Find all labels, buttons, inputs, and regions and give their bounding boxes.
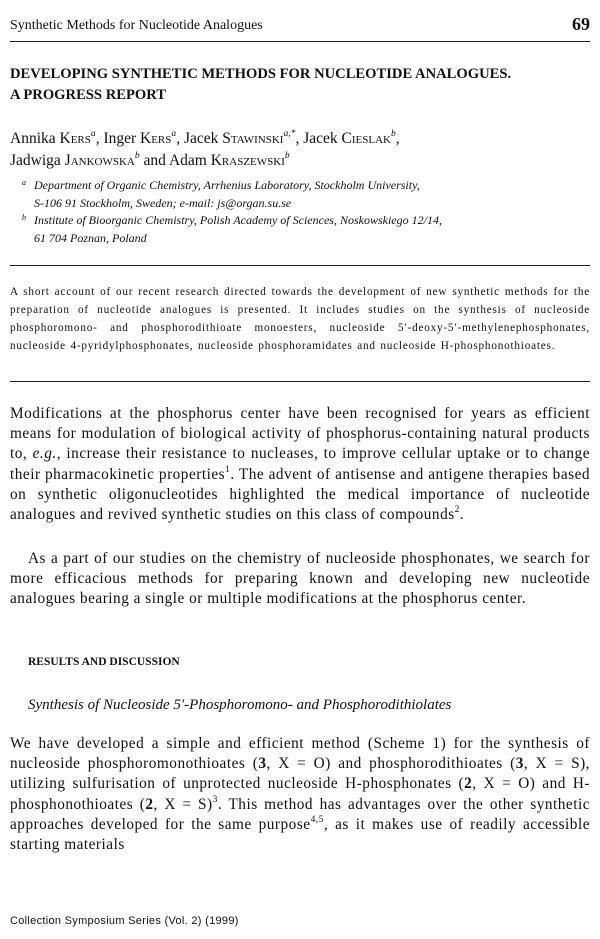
citation-ref: 4,5 — [310, 814, 324, 825]
text-run: , X = S), utilizing sulfurisation of unprotected nucleoside H-phosphonates ( — [10, 755, 591, 793]
abstract-top-rule — [10, 265, 590, 266]
abstract-bottom-rule — [10, 381, 590, 382]
citation-ref: 1 — [225, 464, 231, 475]
body-paragraph-2: As a part of our studies on the chemistry of nucleoside phosphonates, we search for more efficacious methods for preparing known and developing new nucleotide analogues bearing a single or multiple modifications at the phosphorus center. — [10, 550, 590, 608]
title-line-1: DEVELOPING SYNTHETIC METHODS FOR NUCLEOTIDE ANALOGUES. — [10, 66, 512, 82]
author-family: Kers — [140, 130, 172, 147]
body-paragraph-3 — [10, 734, 590, 855]
author-joiner: and — [143, 152, 166, 169]
article-title — [10, 64, 590, 106]
compound-number: 2 — [464, 775, 473, 793]
affiliation-mark: b — [22, 213, 26, 222]
affiliation-mark: a — [22, 178, 26, 187]
title-line-2: A PROGRESS REPORT — [10, 87, 166, 103]
text-run: Modifications at the phosphorus center have been recognised for years as efficient means for modulation of biological activity of phosphorus-containing natural products to, — [10, 405, 590, 463]
citation-ref: 2 — [454, 504, 460, 515]
page-footer: Collection Symposium Series (Vol. 2) (1999) — [10, 915, 239, 927]
author-given: Jacek — [183, 130, 219, 147]
compound-number: 3 — [258, 755, 267, 773]
author-family: Kers — [59, 130, 91, 147]
text-run: , as it makes use of readily accessible starting materials — [10, 815, 590, 854]
text-run: . This method has advantages over the other synthetic approaches developed for the same purpose — [10, 795, 591, 833]
affiliation-line: S-106 91 Stockholm, Sweden; e-mail: js@organ.su.se — [34, 196, 292, 210]
text-run: , X = O) and phosphorodithioates ( — [266, 755, 516, 773]
author-family: Jankowska — [64, 152, 135, 169]
subsection-heading: Synthesis of Nucleoside 5′-Phosphoromono- and Phosphorodithiolates — [28, 697, 452, 713]
author-affiliation-mark: b — [390, 127, 396, 139]
author-family: Cieslak — [341, 130, 391, 147]
text-run: . — [459, 506, 465, 524]
text-run: , X = O) and H-phosphonothioates ( — [10, 775, 590, 813]
author-affiliation-mark: a,* — [283, 127, 296, 139]
running-head — [10, 14, 590, 40]
body-paragraph-1 — [10, 404, 590, 525]
author-given: Annika — [10, 130, 56, 147]
compound-number: 2 — [145, 795, 154, 813]
text-run: , X = S) — [153, 795, 213, 813]
author-given: Adam — [168, 152, 207, 169]
page-number: 69 — [572, 14, 590, 34]
text-run: . The advent of antisense and antigene therapies based on synthetic oligonucleotides highlighted the medical importance of nucleotide analogues and revived synthetic studies on this class of compounds — [10, 465, 591, 524]
author-given: Inger — [103, 130, 137, 147]
text-run: , increase their resistance to nucleases, to improve cellular uptake or to change their pharmacokinetic properties — [10, 445, 590, 483]
text-run: We have developed a simple and efficient method (Scheme 1) for the synthesis of nucleoside phosphoromonothioates ( — [10, 735, 590, 773]
affiliation-a — [22, 176, 582, 212]
author-given: Jadwiga — [10, 152, 61, 169]
text-run-italic: e.g. — [32, 445, 57, 463]
affiliation-b — [22, 211, 582, 247]
author-family: Kraszewski — [210, 152, 285, 169]
header-rule — [10, 41, 590, 42]
author-affiliation-mark: a — [171, 127, 177, 139]
affiliation-line: 61 704 Poznan, Poland — [34, 231, 147, 245]
author-list: Annika Kers$^a$, Inger Kers$^a$, Jacek Stawinski$^{a,*}$, Jacek Cieslak$^b$, Jadwiga Jankowska$^b$ and Adam Kraszewski$^b$ — [10, 127, 400, 169]
affiliation-line: Department of Organic Chemistry, Arrhenius Laboratory, Stockholm University, — [34, 178, 420, 192]
author-given: Jacek — [303, 130, 338, 147]
compound-number: 3 — [515, 755, 524, 773]
section-heading: RESULTS AND DISCUSSION — [28, 656, 180, 668]
affiliation-line: Institute of Bioorganic Chemistry, Polish Academy of Sciences, Noskowskiego 12/14, — [34, 213, 442, 227]
author-affiliation-mark: b — [284, 149, 290, 161]
running-head-title: Synthetic Methods for Nucleotide Analogues — [10, 18, 263, 33]
abstract: A short account of our recent research directed towards the development of new synthetic methods for the preparation of nucleotide analogues is presented. It includes studies on the synthesis of nucleoside phosphoromono- and phosphorodithioate monoesters, nucleoside 5′-deoxy-5′-methylenephosphonates, nucleoside 4-pyridylphosphonates, nucleoside phosphoramidates and nucleoside H-phosphonothioates. — [10, 286, 590, 352]
author-affiliation-mark: b — [134, 149, 140, 161]
citation-ref: 3 — [212, 794, 218, 805]
author-affiliation-mark: a — [90, 127, 96, 139]
author-family: Stawinski — [222, 130, 284, 147]
